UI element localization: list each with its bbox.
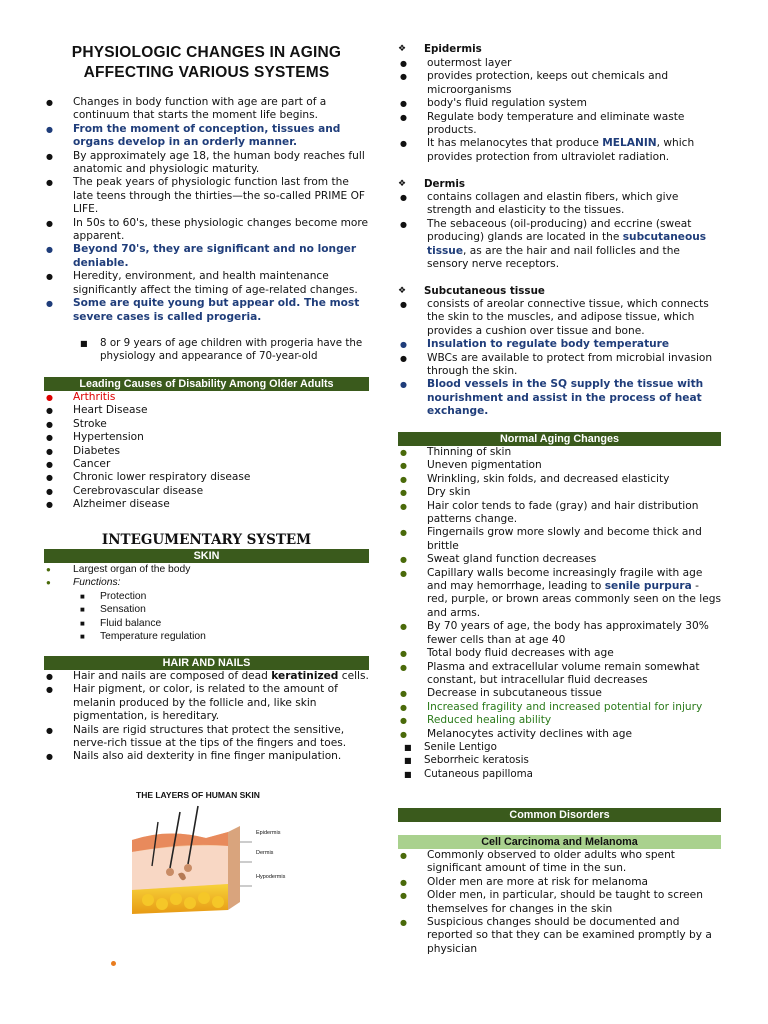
list-item: ● body's fluid regulation system — [398, 97, 721, 110]
list-item: ● contains collagen and elastin fibers, which give strength and elasticity to the tissues. — [398, 191, 721, 218]
disability-list — [44, 391, 369, 512]
list-item: ● Beyond 70's, they are significant and no longer deniable. — [44, 243, 369, 270]
list-item: ● Capillary walls become increasingly fragile with age and may hemorrhage, leading to senile purpura - red, purple, or brown areas commonly seen on the legs and arms. — [398, 567, 721, 621]
normal-aging-list — [398, 446, 721, 741]
list-item: ● It has melanocytes that produce MELANIN, which provides protection from ultraviolet radiation. — [398, 137, 721, 164]
list-item: ● Reduced healing ability — [398, 714, 721, 727]
list-item: ● Largest organ of the body — [44, 563, 369, 576]
disability-header: Leading Causes of Disability Among Older Adults — [44, 377, 369, 391]
list-item: ● In 50s to 60's, these physiologic changes become more apparent. — [44, 217, 369, 244]
list-item: ● Regulate body temperature and eliminate waste products. — [398, 111, 721, 138]
intro-list — [44, 96, 369, 324]
skin-illustration-title: THE LAYERS OF HUMAN SKIN — [136, 790, 260, 800]
dermis-label: Dermis — [256, 850, 274, 856]
list-item: ● Blood vessels in the SQ supply the tissue with nourishment and assist in the process of heat exchange. — [398, 378, 721, 418]
list-item: ■ Protection — [74, 590, 364, 603]
list-item: ● Arthritis — [44, 391, 369, 404]
list-item: ● Suspicious changes should be documented and reported so that they can be examined promptly by a physician — [398, 916, 721, 956]
hair-nails-header: HAIR AND NAILS — [44, 656, 369, 670]
list-item: ● Melanocytes activity declines with age — [398, 728, 721, 741]
subcutaneous-heading: ❖ Subcutaneous tissue — [398, 285, 747, 298]
list-item: ● Heart Disease — [44, 404, 369, 417]
list-item: ● By 70 years of age, the body has approximately 30% fewer cells than at age 40 — [398, 620, 721, 647]
list-item: ● Older men, in particular, should be taught to screen themselves for changes in the skin — [398, 889, 721, 916]
skin-list — [44, 563, 369, 590]
list-item: ● Nails are rigid structures that protect the sensitive, nerve-rich tissue at the tips of the fingers and toes. — [44, 724, 369, 751]
title-line-1: PHYSIOLOGIC CHANGES IN AGING — [71, 44, 342, 61]
epidermis-heading: ❖ Epidermis — [398, 43, 747, 56]
page-title — [44, 43, 369, 83]
list-item: ● Hair pigment, or color, is related to the amount of melanin produced by the follicle and, like skin pigmentation, is hereditary. — [44, 683, 369, 723]
list-item: ● The sebaceous (oil-producing) and eccrine (sweat producing) glands are located in the subcutaneous tissue, as are the hair and nail follicles and the sensory nerve receptors. — [398, 218, 721, 272]
list-item: ● By approximately age 18, the human body reaches full anatomic and physiologic maturity. — [44, 150, 369, 177]
list-item: ● Uneven pigmentation — [398, 459, 721, 472]
list-item: ● Stroke — [44, 418, 369, 431]
list-item: ● Nails also aid dexterity in fine finger manipulation. — [44, 750, 369, 763]
list-item: ● Hypertension — [44, 431, 369, 444]
list-item: ■ Seborrheic keratosis — [398, 754, 698, 767]
hair-list — [44, 670, 369, 764]
list-item: ● outermost layer — [398, 57, 721, 70]
list-item: ● Thinning of skin — [398, 446, 721, 459]
common-disorders-header: Common Disorders — [398, 808, 721, 822]
epidermis-label: Epidermis — [256, 830, 281, 836]
carcinoma-list — [398, 849, 721, 956]
list-item: ● Cancer — [44, 458, 369, 471]
progeria-sublist — [74, 337, 369, 364]
list-item: ● Fingernails grow more slowly and become thick and brittle — [398, 526, 721, 553]
title-line-2: AFFECTING VARIOUS SYSTEMS — [83, 64, 330, 81]
list-item: ● Chronic lower respiratory disease — [44, 471, 369, 484]
list-item: ■ Fluid balance — [74, 617, 364, 630]
list-item: ● Sweat gland function decreases — [398, 553, 721, 566]
list-item: ● Cerebrovascular disease — [44, 485, 369, 498]
list-item: ● WBCs are available to protect from microbial invasion through the skin. — [398, 352, 721, 379]
list-item: ● Insulation to regulate body temperature — [398, 338, 721, 351]
list-item: ● Older men are more at risk for melanoma — [398, 876, 721, 889]
epidermis-list — [398, 57, 721, 164]
list-item: ■ 8 or 9 years of age children with progeria have the physiology and appearance of 70-year-old — [74, 337, 369, 364]
list-item: ■ Cutaneous papilloma — [398, 768, 698, 781]
dermis-heading: ❖ Dermis — [398, 178, 747, 191]
list-item: ● Wrinkling, skin folds, and decreased elasticity — [398, 473, 721, 486]
list-item: ● Decrease in subcutaneous tissue — [398, 687, 721, 700]
list-item: ● Total body fluid decreases with age — [398, 647, 721, 660]
list-item: ● The peak years of physiologic function last from the late teens through the thirties—the so-called PRIME OF LIFE. — [44, 176, 369, 216]
melanocyte-sublist — [398, 741, 698, 781]
list-item: ● Increased fragility and increased potential for injury — [398, 701, 721, 714]
list-item: ● provides protection, keeps out chemicals and microorganisms — [398, 70, 721, 97]
list-item: ● consists of areolar connective tissue, which connects the skin to the muscles, and adipose tissue, which provides a cushion over tissue and bone. — [398, 298, 721, 338]
skin-layers-icon — [128, 802, 308, 922]
decorative-dot — [111, 961, 116, 966]
dermis-list — [398, 191, 721, 271]
list-item: ● From the moment of conception, tissues and organs develop in an orderly manner. — [44, 123, 369, 150]
list-item: ■ Senile Lentigo — [398, 741, 698, 754]
integumentary-title: INTEGUMENTARY SYSTEM — [101, 532, 312, 548]
list-item: ● Commonly observed to older adults who spent significant amount of time in the sun. — [398, 849, 721, 876]
skin-layers-illustration — [128, 790, 308, 922]
list-item: ● Functions: — [44, 576, 369, 589]
hypodermis-label: Hypodermis — [256, 874, 286, 880]
list-item: ● Alzheimer disease — [44, 498, 369, 511]
normal-aging-header: Normal Aging Changes — [398, 432, 721, 446]
list-item: ● Heredity, environment, and health maintenance significantly affect the timing of age-related changes. — [44, 270, 369, 297]
list-item: ■ Sensation — [74, 603, 364, 616]
subcutaneous-list — [398, 298, 721, 419]
list-item: ● Hair and nails are composed of dead keratinized cells. — [44, 670, 369, 683]
list-item: ● Dry skin — [398, 486, 721, 499]
skin-functions — [74, 590, 364, 644]
list-item: ● Hair color tends to fade (gray) and hair distribution patterns change. — [398, 500, 721, 527]
list-item: ● Some are quite young but appear old. The most severe cases is called progeria. — [44, 297, 369, 324]
list-item: ■ Temperature regulation — [74, 630, 364, 643]
list-item: ● Plasma and extracellular volume remain somewhat constant, but intracellular fluid decreases — [398, 661, 721, 688]
list-item: ● Changes in body function with age are part of a continuum that starts the moment life begins. — [44, 96, 369, 123]
list-item: ● Diabetes — [44, 445, 369, 458]
skin-header: SKIN — [44, 549, 369, 563]
carcinoma-header: Cell Carcinoma and Melanoma — [398, 835, 721, 849]
